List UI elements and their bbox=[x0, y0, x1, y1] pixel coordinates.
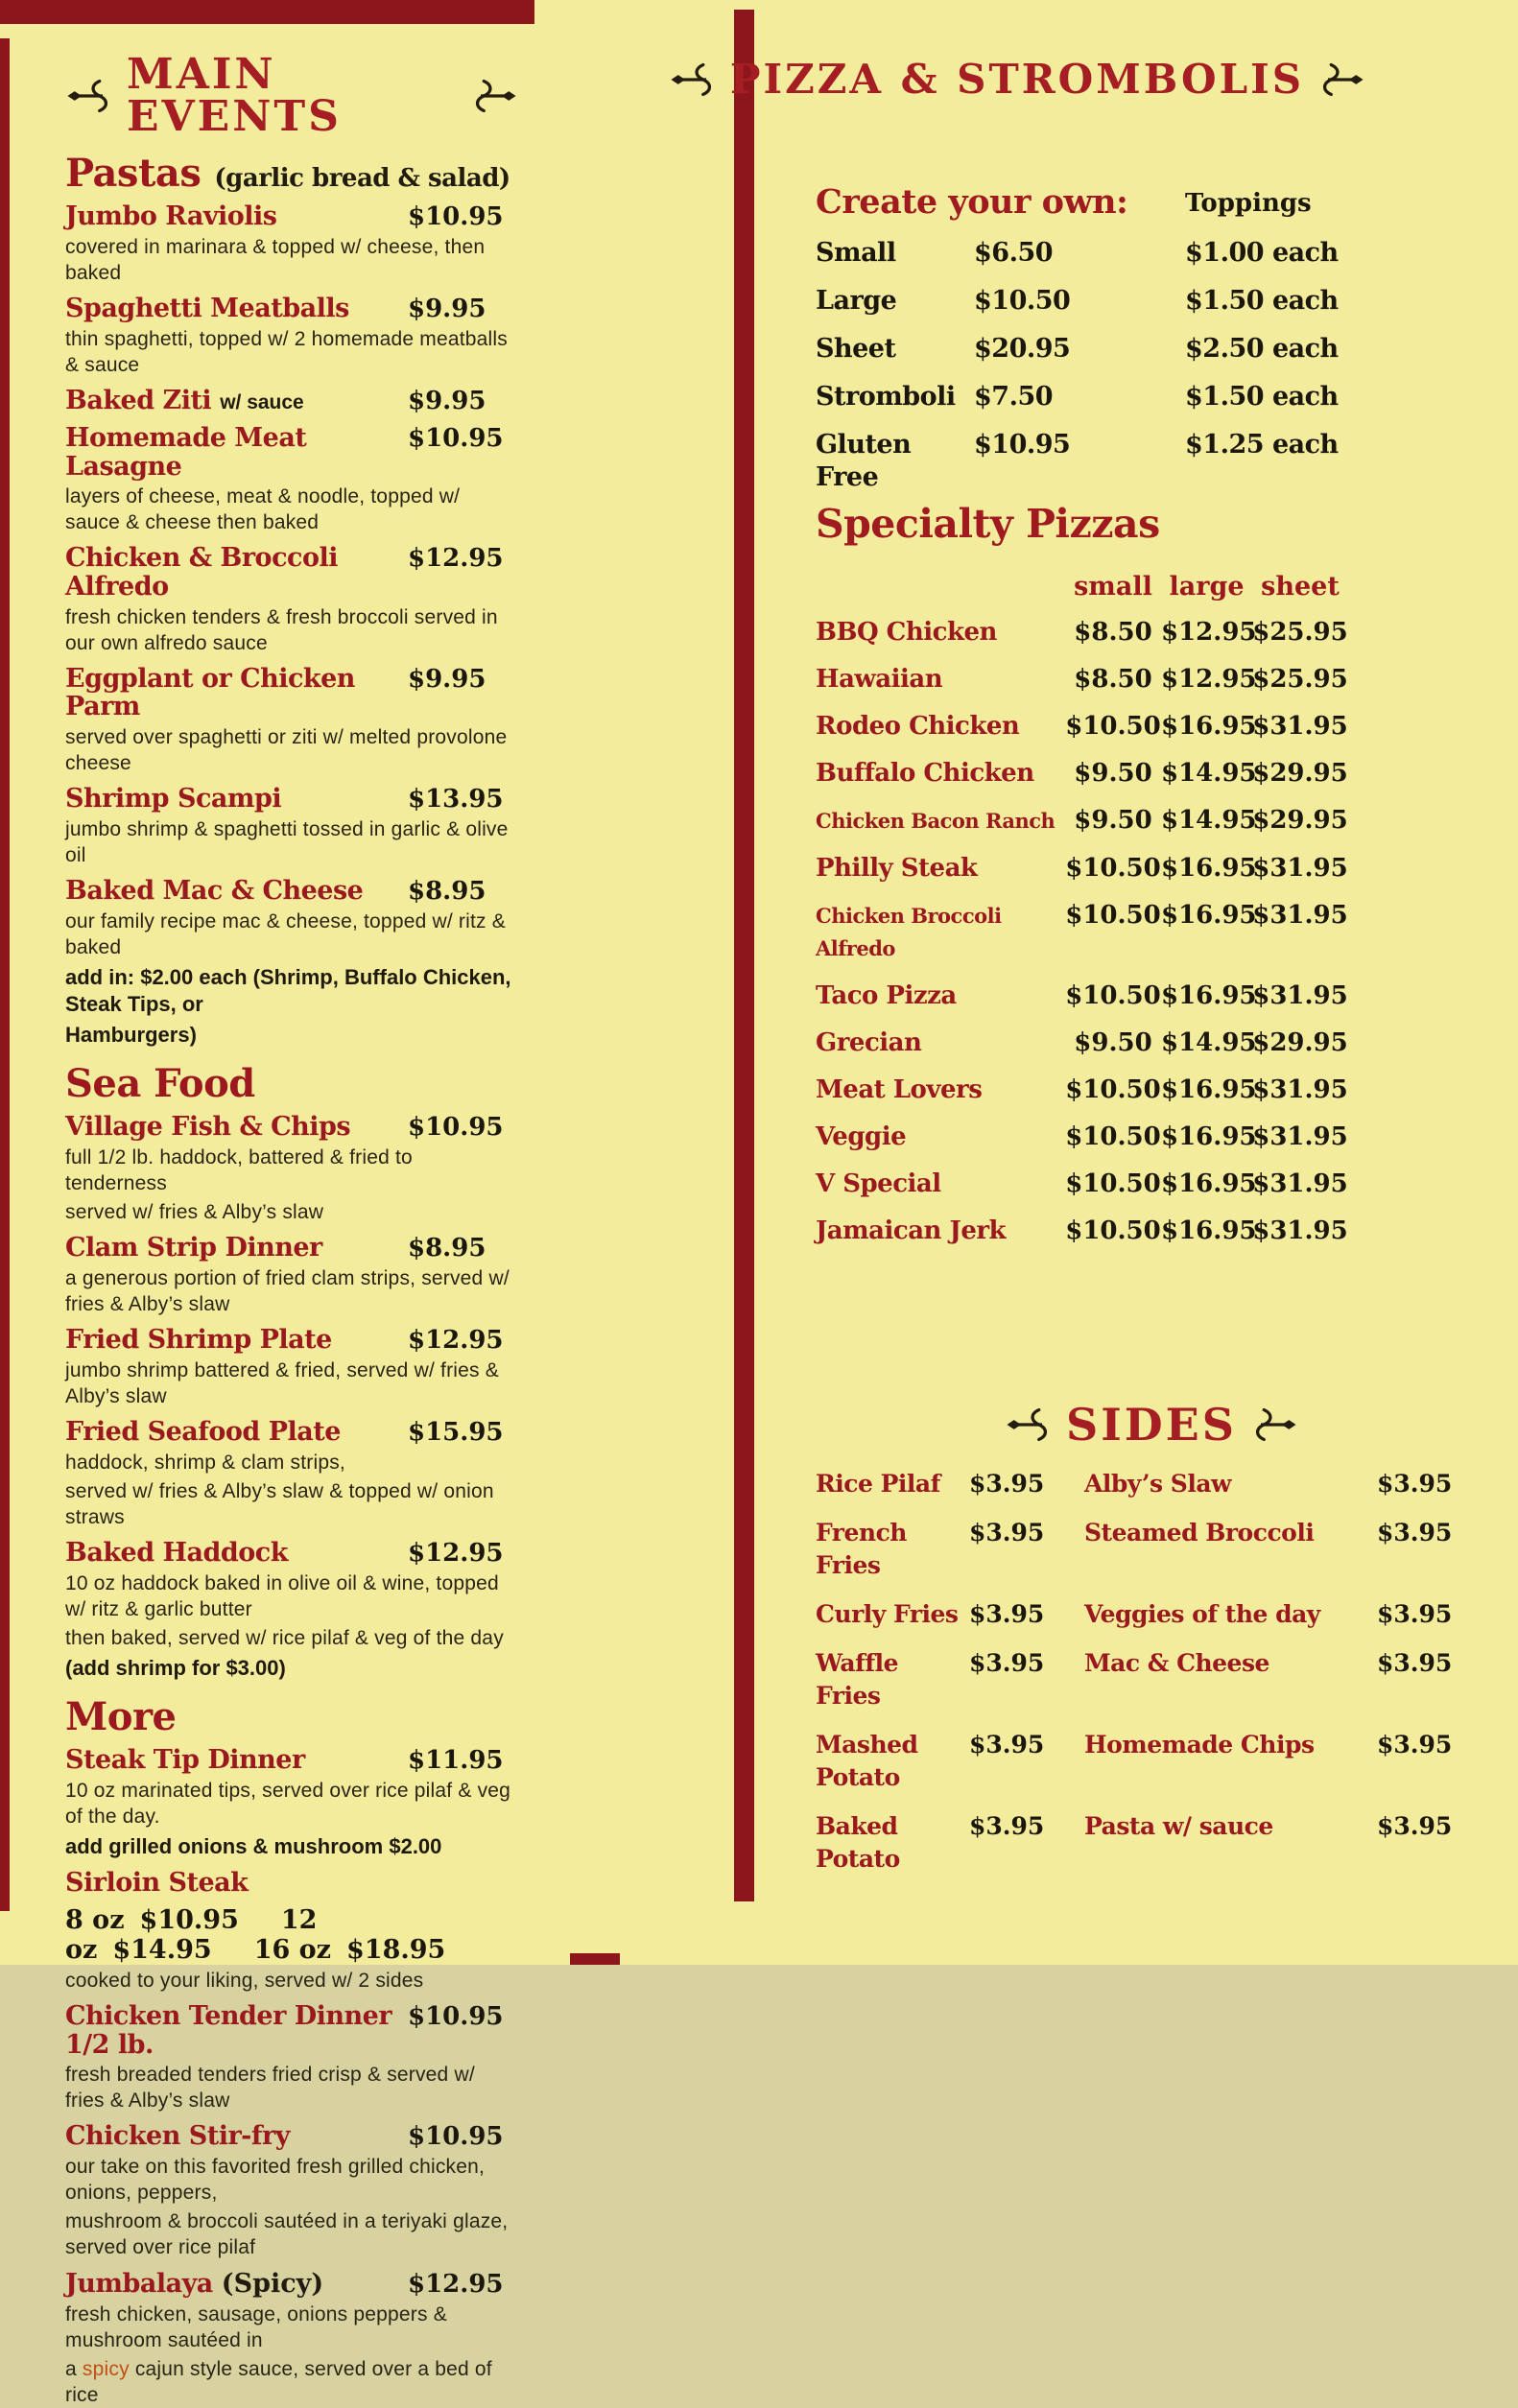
pizza-row bbox=[816, 1027, 1411, 1059]
item-name-note: (Spicy) bbox=[221, 2269, 324, 2300]
size-price: $14.95 bbox=[112, 1934, 212, 1965]
sides-title bbox=[816, 1399, 1487, 1451]
item-description: layers of cheese, meat & noodle, topped w/ sauce & cheese then baked bbox=[65, 485, 461, 534]
side-name: Mashed Potato bbox=[816, 1731, 918, 1791]
bottom-edge-bar bbox=[570, 1953, 620, 1965]
menu-item bbox=[65, 387, 518, 415]
pizza-price-small: $10.50 bbox=[1065, 1216, 1161, 1245]
side-price: $3.95 bbox=[1377, 1812, 1453, 1840]
side-price: $3.95 bbox=[969, 1649, 1045, 1677]
item-name: Village Fish & Chips bbox=[65, 1112, 351, 1143]
create-your-own-header bbox=[816, 182, 1430, 222]
specialty-column-headers bbox=[816, 572, 1411, 602]
side-name: Steamed Broccoli bbox=[1084, 1519, 1315, 1546]
pizza-price-large: $16.95 bbox=[1161, 1169, 1257, 1198]
pizza-price-small: $10.50 bbox=[1065, 1122, 1161, 1151]
side-name: Waffle Fries bbox=[816, 1649, 899, 1710]
item-name: Fried Shrimp Plate bbox=[65, 1325, 332, 1356]
pizza-row bbox=[816, 1121, 1411, 1153]
item-price: $12.95 bbox=[408, 544, 504, 574]
pizza-row bbox=[816, 1168, 1411, 1200]
item-price: $12.95 bbox=[408, 2270, 504, 2300]
pizza-price-large: $14.95 bbox=[1161, 1028, 1257, 1057]
menu-item bbox=[65, 2122, 518, 2260]
item-price: $10.95 bbox=[408, 424, 504, 453]
fleuron-icon bbox=[1005, 1406, 1055, 1443]
pizza-price-large: $16.95 bbox=[1161, 1216, 1257, 1245]
fleuron-icon bbox=[669, 61, 719, 98]
side-name: Alby’s Slaw bbox=[1084, 1470, 1232, 1498]
section-title: Pastas bbox=[65, 151, 202, 196]
item-description: covered in marinara & topped w/ cheese, then baked bbox=[65, 236, 486, 284]
side-name: Homemade Chips bbox=[1084, 1731, 1315, 1759]
pizza-price-sheet: $25.95 bbox=[1252, 665, 1348, 694]
side-name: Mac & Cheese bbox=[1084, 1649, 1269, 1677]
pizza-row bbox=[816, 1074, 1411, 1106]
pizza-name: Philly Steak bbox=[816, 854, 978, 883]
pizza-row bbox=[816, 663, 1411, 696]
pizza-name: Jamaican Jerk bbox=[816, 1216, 1007, 1245]
item-description: jumbo shrimp & spaghetti tossed in garlic & olive oil bbox=[65, 818, 509, 867]
item-price: $12.95 bbox=[408, 1326, 504, 1356]
item-price: $8.95 bbox=[408, 877, 486, 907]
item-price: $9.95 bbox=[408, 295, 486, 323]
item-description: 10 oz marinated tips, served over rice pilaf & veg of the day. bbox=[65, 1780, 511, 1829]
item-name: Chicken & Broccoli Alfredo bbox=[65, 543, 338, 602]
item-description: fresh breaded tenders fried crisp & served w/ fries & Alby’s slaw bbox=[65, 2064, 475, 2113]
pizza-price-small: $9.50 bbox=[1074, 806, 1152, 835]
pizza-name: BBQ Chicken bbox=[816, 618, 997, 647]
main-events-title bbox=[65, 50, 518, 141]
top-edge-bar bbox=[0, 0, 534, 24]
desc-text: a bbox=[65, 2358, 83, 2381]
desc-text: cajun style sauce, served over a bed of rice bbox=[65, 2358, 492, 2407]
toppings-column-header: Toppings bbox=[1185, 189, 1312, 218]
side-price: $3.95 bbox=[1377, 1470, 1453, 1498]
side-name: Curly Fries bbox=[816, 1600, 959, 1628]
size-name: Stromboli bbox=[816, 382, 956, 412]
pizza-strombolis-title-text: PIZZA & STROMBOLIS bbox=[729, 56, 1305, 103]
menu-item bbox=[65, 1869, 518, 1994]
item-name: Shrimp Scampi bbox=[65, 784, 282, 814]
pastas-section-heading bbox=[65, 153, 518, 194]
pizza-row bbox=[816, 710, 1411, 743]
menu-item bbox=[65, 424, 518, 535]
item-name: Baked Ziti bbox=[65, 386, 212, 415]
side-name: Veggies of the day bbox=[1084, 1600, 1320, 1628]
item-description: 10 oz haddock baked in olive oil & wine, topped w/ ritz & garlic butter bbox=[65, 1572, 499, 1621]
pizza-price-small: $8.50 bbox=[1074, 665, 1152, 694]
item-price: $10.95 bbox=[408, 202, 504, 231]
sides-row bbox=[816, 1647, 1487, 1712]
item-price: $10.95 bbox=[408, 1113, 504, 1143]
pizza-price-sheet: $31.95 bbox=[1252, 712, 1348, 741]
item-description: cooked to your liking, served w/ 2 sides bbox=[65, 1969, 424, 1992]
item-note: (add shrimp for $3.00) bbox=[65, 1656, 286, 1681]
item-description: full 1/2 lb. haddock, battered & fried to tenderness bbox=[65, 1146, 413, 1195]
item-price: $10.95 bbox=[408, 2001, 504, 2031]
pizza-price-large: $16.95 bbox=[1161, 712, 1257, 741]
item-price: $8.95 bbox=[408, 1234, 486, 1263]
item-description bbox=[65, 2356, 518, 2408]
col-header-large: large bbox=[1169, 572, 1245, 602]
section-note: (garlic bread & salad) bbox=[214, 164, 510, 193]
pizza-row bbox=[816, 757, 1411, 790]
create-row bbox=[816, 285, 1430, 318]
side-price: $3.95 bbox=[969, 1600, 1045, 1628]
menu-item bbox=[65, 1539, 518, 1682]
item-name: Homemade Meat Lasagne bbox=[65, 423, 307, 482]
item-note: add in: $2.00 each (Shrimp, Buffalo Chicken, Steak Tips, or bbox=[65, 965, 511, 1017]
sides-title-text: SIDES bbox=[1066, 1399, 1237, 1451]
menu-item bbox=[65, 544, 518, 655]
pizza-row bbox=[816, 616, 1411, 649]
col-header-sheet: sheet bbox=[1261, 572, 1340, 602]
pizza-price-small: $8.50 bbox=[1074, 618, 1152, 647]
side-price: $3.95 bbox=[969, 1470, 1045, 1498]
menu-item bbox=[65, 295, 518, 378]
item-description: a generous portion of fried clam strips, served w/ fries & Alby’s slaw bbox=[65, 1267, 510, 1316]
fleuron-icon bbox=[1316, 61, 1365, 98]
create-your-own-section bbox=[816, 182, 1430, 494]
menu-item bbox=[65, 1234, 518, 1317]
pizza-price-sheet: $29.95 bbox=[1252, 806, 1348, 835]
item-name: Chicken Tender Dinner 1/2 lb. bbox=[65, 2000, 392, 2060]
menu-item bbox=[65, 2002, 518, 2113]
item-note: Hamburgers) bbox=[65, 1023, 197, 1048]
pizza-price-small: $10.50 bbox=[1065, 854, 1161, 883]
item-name-note: w/ sauce bbox=[220, 391, 304, 413]
pizza-name: Chicken Bacon Ranch bbox=[816, 809, 1055, 833]
pizza-price-sheet: $31.95 bbox=[1252, 1075, 1348, 1104]
spicy-word: spicy bbox=[82, 2358, 130, 2381]
col-header-small: small bbox=[1074, 572, 1152, 602]
item-price: $9.95 bbox=[408, 387, 486, 415]
pizza-row bbox=[816, 1215, 1411, 1247]
item-description: fresh chicken tenders & fresh broccoli served in our own alfredo sauce bbox=[65, 605, 498, 654]
pizza-price-large: $16.95 bbox=[1161, 901, 1257, 930]
size-price: $10.50 bbox=[974, 286, 1071, 316]
item-name: Chicken Stir-fry bbox=[65, 2121, 290, 2152]
size-label: 12 oz bbox=[65, 1904, 318, 1965]
topping-price: $1.50 each bbox=[1185, 286, 1339, 316]
pizza-price-small: $10.50 bbox=[1065, 712, 1161, 741]
size-price: $20.95 bbox=[974, 334, 1071, 364]
side-price: $3.95 bbox=[1377, 1600, 1453, 1628]
topping-price: $2.50 each bbox=[1185, 334, 1339, 364]
topping-price: $1.25 each bbox=[1185, 430, 1339, 460]
pizza-price-large: $16.95 bbox=[1161, 854, 1257, 883]
menu-item bbox=[65, 2269, 518, 2408]
pizza-name: Chicken Broccoli Alfredo bbox=[816, 904, 1002, 960]
side-name: Rice Pilaf bbox=[816, 1470, 940, 1498]
item-description: our take on this favorited fresh grilled chicken, onions, peppers, bbox=[65, 2156, 486, 2205]
column-divider bbox=[734, 10, 754, 1901]
create-row bbox=[816, 237, 1430, 270]
menu-item bbox=[65, 785, 518, 868]
seafood-section-heading: Sea Food bbox=[65, 1061, 255, 1107]
item-name: Baked Mac & Cheese bbox=[65, 876, 364, 907]
size-price: $18.95 bbox=[346, 1934, 446, 1965]
item-price: $15.95 bbox=[408, 1418, 504, 1448]
sides-row bbox=[816, 1468, 1487, 1500]
left-edge-bar bbox=[0, 38, 10, 1911]
topping-price: $1.50 each bbox=[1185, 382, 1339, 412]
item-description: our family recipe mac & cheese, topped w/ ritz & baked bbox=[65, 910, 506, 959]
sides-row bbox=[816, 1517, 1487, 1582]
sides-row bbox=[816, 1729, 1487, 1794]
fleuron-icon bbox=[65, 78, 115, 114]
pizza-price-sheet: $29.95 bbox=[1252, 759, 1348, 788]
size-price: $10.95 bbox=[974, 430, 1071, 460]
item-name: Steak Tip Dinner bbox=[65, 1745, 305, 1776]
pizza-price-large: $16.95 bbox=[1161, 1122, 1257, 1151]
item-description: fresh chicken, sausage, onions peppers & mushroom sautéed in bbox=[65, 2303, 447, 2352]
size-label: 8 oz bbox=[65, 1904, 125, 1935]
pizza-price-large: $16.95 bbox=[1161, 1075, 1257, 1104]
pizza-price-large: $14.95 bbox=[1161, 759, 1257, 788]
item-name: Jumbo Raviolis bbox=[65, 201, 277, 231]
item-description: thin spaghetti, topped w/ 2 homemade meatballs & sauce bbox=[65, 328, 508, 376]
main-events-column bbox=[65, 50, 518, 2408]
item-description: served w/ fries & Alby’s slaw & topped w/ onion straws bbox=[65, 1480, 494, 1529]
fleuron-icon bbox=[1248, 1406, 1298, 1443]
item-note: add grilled onions & mushroom $2.00 bbox=[65, 1834, 442, 1859]
item-name: Clam Strip Dinner bbox=[65, 1233, 322, 1263]
size-label: 16 oz bbox=[253, 1934, 332, 1965]
pizza-name: Hawaiian bbox=[816, 665, 943, 694]
size-price: $10.95 bbox=[139, 1904, 239, 1935]
menu-item bbox=[65, 665, 518, 776]
side-name: Baked Potato bbox=[816, 1812, 900, 1873]
pizza-name: Meat Lovers bbox=[816, 1075, 983, 1104]
create-your-own-heading: Create your own: bbox=[816, 182, 1128, 222]
size-price: $6.50 bbox=[974, 238, 1054, 268]
item-description: mushroom & broccoli sautéed in a teriyaki glaze, served over rice pilaf bbox=[65, 2210, 509, 2259]
sirloin-sizes-row bbox=[65, 1905, 518, 1965]
item-name: Baked Haddock bbox=[65, 1538, 288, 1569]
menu-item bbox=[65, 202, 518, 286]
pizza-row bbox=[816, 980, 1411, 1012]
sides-section bbox=[816, 1399, 1487, 1876]
pizza-name: Veggie bbox=[816, 1122, 907, 1151]
pizza-name: V Special bbox=[816, 1169, 941, 1198]
menu-item bbox=[65, 1326, 518, 1409]
item-name: Spaghetti Meatballs bbox=[65, 294, 349, 323]
specialty-pizzas-heading: Specialty Pizzas bbox=[816, 501, 1160, 547]
item-price: $9.95 bbox=[408, 664, 486, 694]
size-name: Gluten Free bbox=[816, 430, 912, 492]
item-name: Sirloin Steak bbox=[65, 1868, 249, 1899]
sides-row bbox=[816, 1810, 1487, 1876]
side-name: French Fries bbox=[816, 1519, 907, 1579]
fleuron-icon bbox=[468, 78, 518, 114]
pizza-price-small: $10.50 bbox=[1065, 1075, 1161, 1104]
side-price: $3.95 bbox=[1377, 1519, 1453, 1546]
side-price: $3.95 bbox=[969, 1812, 1045, 1840]
pizza-row bbox=[816, 899, 1411, 965]
pizza-price-sheet: $31.95 bbox=[1252, 1216, 1348, 1245]
pizza-price-large: $16.95 bbox=[1161, 981, 1257, 1010]
pizza-strombolis-title bbox=[566, 56, 1468, 103]
pizza-row bbox=[816, 804, 1411, 838]
create-row bbox=[816, 429, 1430, 494]
pizza-price-small: $10.50 bbox=[1065, 901, 1161, 930]
pizza-price-sheet: $31.95 bbox=[1252, 901, 1348, 930]
menu-item bbox=[65, 1746, 518, 1860]
size-name: Small bbox=[816, 238, 896, 268]
pizza-price-sheet: $31.95 bbox=[1252, 1122, 1348, 1151]
pizza-price-small: $9.50 bbox=[1074, 1028, 1152, 1057]
pizza-price-large: $14.95 bbox=[1161, 806, 1257, 835]
pizza-name: Grecian bbox=[816, 1028, 922, 1057]
create-row bbox=[816, 381, 1430, 413]
pizza-price-sheet: $31.95 bbox=[1252, 854, 1348, 883]
size-name: Large bbox=[816, 286, 897, 316]
size-price: $7.50 bbox=[974, 382, 1054, 412]
pizza-name: Taco Pizza bbox=[816, 981, 957, 1010]
size-name: Sheet bbox=[816, 334, 896, 364]
item-price: $12.95 bbox=[408, 1539, 504, 1569]
item-description: jumbo shrimp battered & fried, served w/ fries & Alby’s slaw bbox=[65, 1359, 499, 1408]
item-name: Eggplant or Chicken Parm bbox=[65, 663, 355, 722]
pizza-price-sheet: $31.95 bbox=[1252, 981, 1348, 1010]
side-price: $3.95 bbox=[969, 1731, 1045, 1759]
pizza-price-large: $12.95 bbox=[1161, 618, 1257, 647]
pizza-price-large: $12.95 bbox=[1161, 665, 1257, 694]
side-name: Pasta w/ sauce bbox=[1084, 1812, 1273, 1840]
menu-item bbox=[65, 877, 518, 1049]
menu-item bbox=[65, 1418, 518, 1530]
item-name: Fried Seafood Plate bbox=[65, 1417, 341, 1448]
pizza-name: Rodeo Chicken bbox=[816, 712, 1020, 741]
item-description: served w/ fries & Alby’s slaw bbox=[65, 1201, 324, 1224]
item-price: $10.95 bbox=[408, 2122, 504, 2152]
item-price: $11.95 bbox=[408, 1746, 504, 1776]
specialty-pizzas-section bbox=[816, 501, 1411, 1247]
item-price: $13.95 bbox=[408, 785, 504, 814]
topping-price: $1.00 each bbox=[1185, 238, 1339, 268]
more-section-heading: More bbox=[65, 1694, 177, 1740]
side-price: $3.95 bbox=[969, 1519, 1045, 1546]
item-description: haddock, shrimp & clam strips, bbox=[65, 1452, 345, 1475]
item-description: then baked, served w/ rice pilaf & veg of the day bbox=[65, 1627, 504, 1650]
pizza-row bbox=[816, 852, 1411, 885]
side-price: $3.95 bbox=[1377, 1649, 1453, 1677]
pizza-price-sheet: $25.95 bbox=[1252, 618, 1348, 647]
pizza-price-sheet: $31.95 bbox=[1252, 1169, 1348, 1198]
item-name: Jumbalaya bbox=[65, 2269, 213, 2300]
main-events-title-text: MAIN EVENTS bbox=[127, 50, 342, 141]
pizza-price-small: $10.50 bbox=[1065, 1169, 1161, 1198]
pizza-price-small: $10.50 bbox=[1065, 981, 1161, 1010]
sides-row bbox=[816, 1598, 1487, 1631]
pizza-price-sheet: $29.95 bbox=[1252, 1028, 1348, 1057]
item-description: served over spaghetti or ziti w/ melted provolone cheese bbox=[65, 726, 508, 775]
menu-item bbox=[65, 1113, 518, 1225]
side-price: $3.95 bbox=[1377, 1731, 1453, 1759]
create-row bbox=[816, 333, 1430, 366]
pizza-price-small: $9.50 bbox=[1074, 759, 1152, 788]
pizza-name: Buffalo Chicken bbox=[816, 759, 1034, 788]
